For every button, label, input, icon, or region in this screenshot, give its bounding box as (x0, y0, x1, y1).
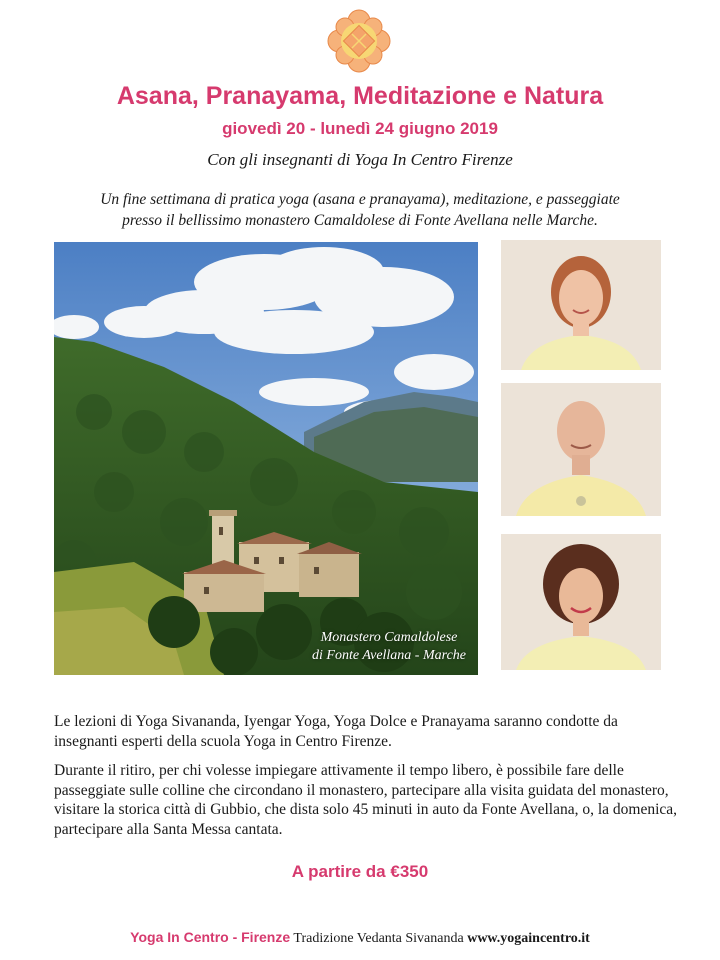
footer-tradition: Tradizione Vedanta Sivananda (293, 931, 464, 946)
footer-website-link[interactable]: www.yogaincentro.it (467, 931, 590, 946)
teacher-portrait-1 (501, 240, 661, 370)
price-label: A partire da €350 (291, 862, 429, 881)
event-dates: giovedì 20 - lunedì 24 giugno 2019 (222, 119, 498, 138)
body-paragraph-2: Durante il ritiro, per chi volesse impiegare attivamente il tempo libero, è possibile fare delle passeggiate sulle colline che circondano il monastero, partecipare alla visita guidata del monastero, visitare la storica città di Gubbio, che dista solo 45 minuti in auto da Fonte Avellana, o, la domenica, partecipare alla Santa Messa cantata. (54, 762, 678, 838)
caption-line-1: Monastero Camaldolese (320, 630, 458, 645)
page-title: Asana, Pranayama, Meditazione e Natura (116, 82, 604, 110)
caption-line-2: di Fonte Avellana - Marche (312, 648, 466, 663)
photo-caption (312, 629, 466, 665)
teacher-portrait-3 (501, 534, 661, 670)
teachers-subtitle: Con gli insegnanti di Yoga In Centro Firenze (207, 150, 513, 169)
body-paragraph-1: Le lezioni di Yoga Sivananda, Iyengar Yoga, Yoga Dolce e Pranayama saranno condotte da insegnanti esperti della scuola Yoga in Centro Firenze. (54, 713, 618, 750)
monastery-photo (54, 242, 478, 675)
teacher-portrait-2 (501, 383, 661, 516)
intro-line-1: Un fine settimana di pratica yoga (asana e pranayama), meditazione, e passeggiate (100, 191, 620, 208)
intro-line-2: presso il bellissimo monastero Camaldolese di Fonte Avellana nelle Marche. (122, 212, 598, 229)
footer-brand: Yoga In Centro - Firenze (130, 929, 291, 945)
footer (0, 929, 720, 947)
intro-text (50, 189, 670, 231)
logo-icon (326, 8, 392, 74)
